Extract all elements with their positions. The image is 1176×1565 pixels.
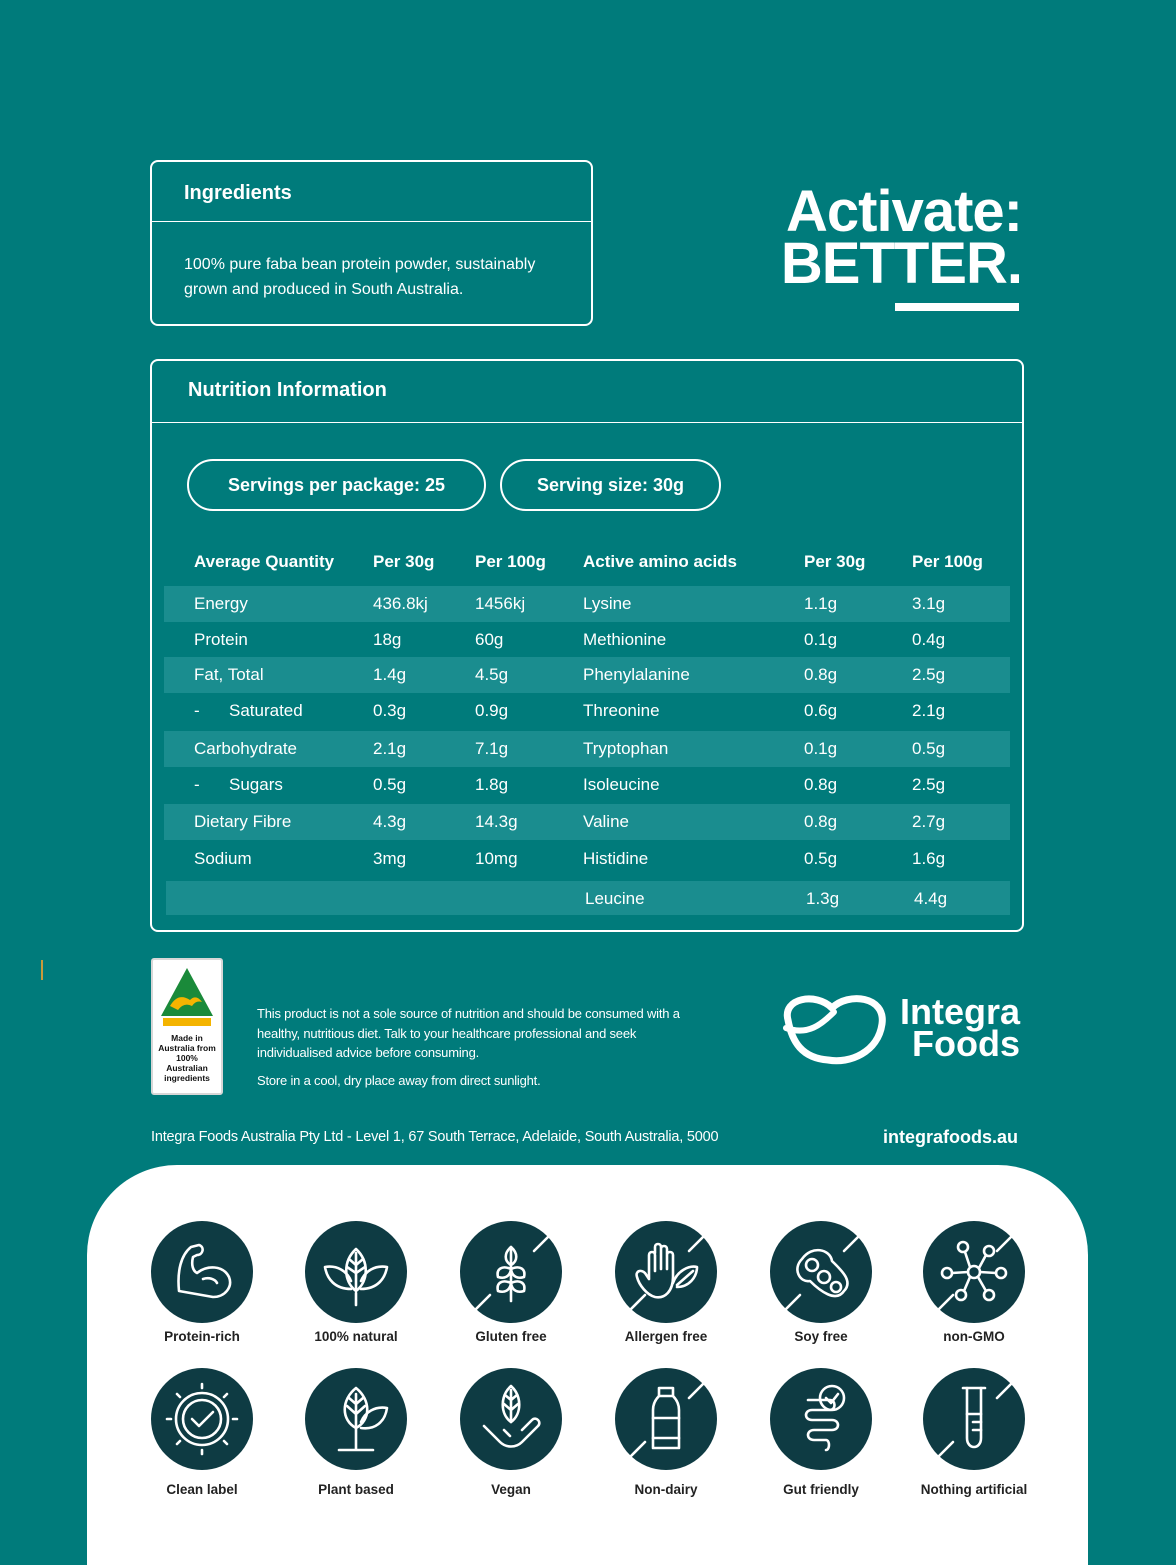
wheat-crossed-icon	[460, 1221, 562, 1323]
amino-acid-name: Isoleucine	[583, 775, 660, 794]
amino-acid-name: Methionine	[583, 630, 667, 649]
benefit-label: Allergen free	[624, 1329, 708, 1344]
storage-text: Store in a cool, dry place away from direct sunlight.	[257, 1073, 541, 1088]
amino-acid-name: Leucine	[585, 889, 645, 908]
brand-line2: Foods	[912, 1023, 1020, 1064]
company-address: Integra Foods Australia Pty Ltd - Level 1, 67 South Terrace, Adelaide, South Australia, 5000	[151, 1129, 719, 1145]
table-row	[164, 657, 1010, 693]
nutrient-name: Carbohydrate	[194, 739, 298, 758]
nutrition-box	[150, 359, 1024, 932]
header-amino-per-100g: Per 100g	[912, 552, 983, 571]
table-row	[164, 622, 1010, 658]
benefit-label: Vegan	[491, 1482, 531, 1497]
amino-per-30g: 0.8g	[804, 775, 838, 794]
nutrient-per-30g: 0.5g	[373, 775, 407, 794]
header-per-100g: Per 100g	[475, 552, 546, 571]
amino-per-30g: 0.8g	[804, 812, 838, 831]
amino-per-30g: 0.5g	[804, 849, 838, 868]
nutrient-name: Energy	[194, 594, 248, 613]
flexed-arm-icon	[151, 1221, 253, 1323]
gut-check-icon	[770, 1368, 872, 1470]
header-active-amino-acids: Active amino acids	[583, 552, 738, 571]
serving-size-pill: Serving size: 30g	[500, 459, 721, 511]
table-row	[164, 693, 1010, 729]
disclaimer-text: This product is not a sole source of nutrition and should be consumed with a healthy, nutritious diet. Talk to your healthcare professional and seek individualised advice before consuming.	[257, 1006, 680, 1060]
benefit-label: Gut friendly	[783, 1482, 859, 1497]
leaf-hand-icon	[460, 1368, 562, 1470]
brand-line1: Integra	[899, 991, 1020, 1032]
nutrient-name: Protein	[194, 630, 248, 649]
brand-name	[898, 991, 1020, 1064]
nutrient-name: Sugars	[229, 775, 283, 794]
benefit-label: Clean label	[166, 1482, 238, 1497]
benefit-label: Protein-rich	[164, 1329, 240, 1344]
test-tube-crossed-icon	[923, 1368, 1025, 1470]
nutrient-name: Sodium	[194, 849, 252, 868]
molecule-crossed-icon	[923, 1221, 1025, 1323]
amino-per-30g: 0.1g	[804, 630, 838, 649]
benefit-label: 100% natural	[314, 1329, 398, 1344]
tagline-line1: Activate:	[786, 179, 1022, 244]
amino-acid-name: Valine	[583, 812, 629, 831]
nutrient-per-30g: 1.4g	[373, 665, 407, 684]
benefit-label: Soy free	[794, 1329, 848, 1344]
benefit-label: non-GMO	[943, 1329, 1005, 1344]
badge-text: Made in Australia from 100% Australian ingredients	[158, 1033, 216, 1083]
nutrient-per-30g: 436.8kj	[373, 594, 428, 613]
row-dash: -	[194, 701, 200, 720]
benefit-label: Gluten free	[475, 1329, 547, 1344]
header-amino-per-30g: Per 30g	[804, 552, 866, 571]
amino-per-100g: 0.4g	[912, 630, 946, 649]
tagline-line2: BETTER.	[780, 231, 1022, 296]
ingredients-text: 100% pure faba bean protein powder, sustainably grown and produced in South Australia.	[184, 256, 536, 298]
amino-per-100g: 0.5g	[912, 739, 946, 758]
kangaroo-triangle-icon	[153, 962, 221, 1032]
nutrient-name: Dietary Fibre	[194, 812, 292, 831]
amino-per-30g: 1.3g	[806, 889, 840, 908]
amino-per-30g: 0.6g	[804, 701, 838, 720]
amino-per-100g: 1.6g	[912, 849, 946, 868]
table-row	[164, 767, 1010, 803]
integra-bean-logo-icon	[778, 990, 888, 1066]
table-row	[164, 586, 1010, 622]
nutrient-per-100g: 14.3g	[475, 812, 518, 831]
amino-acid-name: Lysine	[583, 594, 632, 613]
nutrition-title: Nutrition Information	[152, 361, 1022, 423]
amino-per-30g: 0.1g	[804, 739, 838, 758]
nutrient-per-100g: 1.8g	[475, 775, 509, 794]
nutrient-per-100g: 10mg	[475, 849, 518, 868]
nutrient-per-100g: 7.1g	[475, 739, 509, 758]
tagline	[780, 179, 1022, 296]
amino-per-100g: 2.5g	[912, 775, 946, 794]
amino-acid-name: Tryptophan	[583, 739, 669, 758]
benefit-label: Non-dairy	[634, 1482, 698, 1497]
header-per-30g: Per 30g	[373, 552, 435, 571]
benefit-label: Nothing artificial	[920, 1482, 1028, 1497]
nutrient-name: Fat, Total	[194, 665, 264, 684]
table-row	[164, 731, 1010, 767]
nutrient-per-100g: 1456kj	[475, 594, 526, 613]
ingredients-box	[150, 160, 593, 326]
nutrient-per-30g: 4.3g	[373, 812, 407, 831]
amino-per-100g: 2.1g	[912, 701, 946, 720]
row-dash: -	[194, 775, 200, 794]
table-row	[166, 881, 1010, 915]
nutrient-per-100g: 60g	[475, 630, 504, 649]
nutrient-per-30g: 3mg	[373, 849, 407, 868]
amino-acid-name: Histidine	[583, 849, 649, 868]
servings-per-package-pill: Servings per package: 25	[187, 459, 486, 511]
check-seal-icon	[151, 1368, 253, 1470]
header-average-quantity: Average Quantity	[194, 552, 335, 571]
milk-bottle-crossed-icon	[615, 1368, 717, 1470]
soybean-crossed-icon	[770, 1221, 872, 1323]
nutrient-name: Saturated	[229, 701, 303, 720]
amino-per-100g: 2.5g	[912, 665, 946, 684]
nutrient-per-100g: 0.9g	[475, 701, 509, 720]
tagline-underline	[895, 303, 1019, 311]
ingredients-title: Ingredients	[152, 162, 591, 222]
amino-per-30g: 0.8g	[804, 665, 838, 684]
table-row	[164, 804, 1010, 840]
amino-per-100g: 4.4g	[914, 889, 948, 908]
amino-acid-name: Threonine	[583, 701, 660, 720]
nutrient-per-100g: 4.5g	[475, 665, 509, 684]
nutrient-per-30g: 0.3g	[373, 701, 407, 720]
plant-leaf-icon	[305, 1368, 407, 1470]
website-link[interactable]: integrafoods.au	[882, 1127, 1018, 1147]
amino-per-100g: 2.7g	[912, 812, 946, 831]
leaves-icon	[305, 1221, 407, 1323]
amino-acid-name: Phenylalanine	[583, 665, 690, 684]
hand-leaf-crossed-icon	[615, 1221, 717, 1323]
amino-per-30g: 1.1g	[804, 594, 838, 613]
benefit-label: Plant based	[318, 1482, 394, 1497]
made-in-australia-badge	[151, 958, 223, 1095]
nutrient-per-30g: 2.1g	[373, 739, 407, 758]
table-row	[164, 841, 1010, 877]
nutrient-per-30g: 18g	[373, 630, 402, 649]
margin-mark	[41, 960, 43, 980]
amino-per-100g: 3.1g	[912, 594, 946, 613]
